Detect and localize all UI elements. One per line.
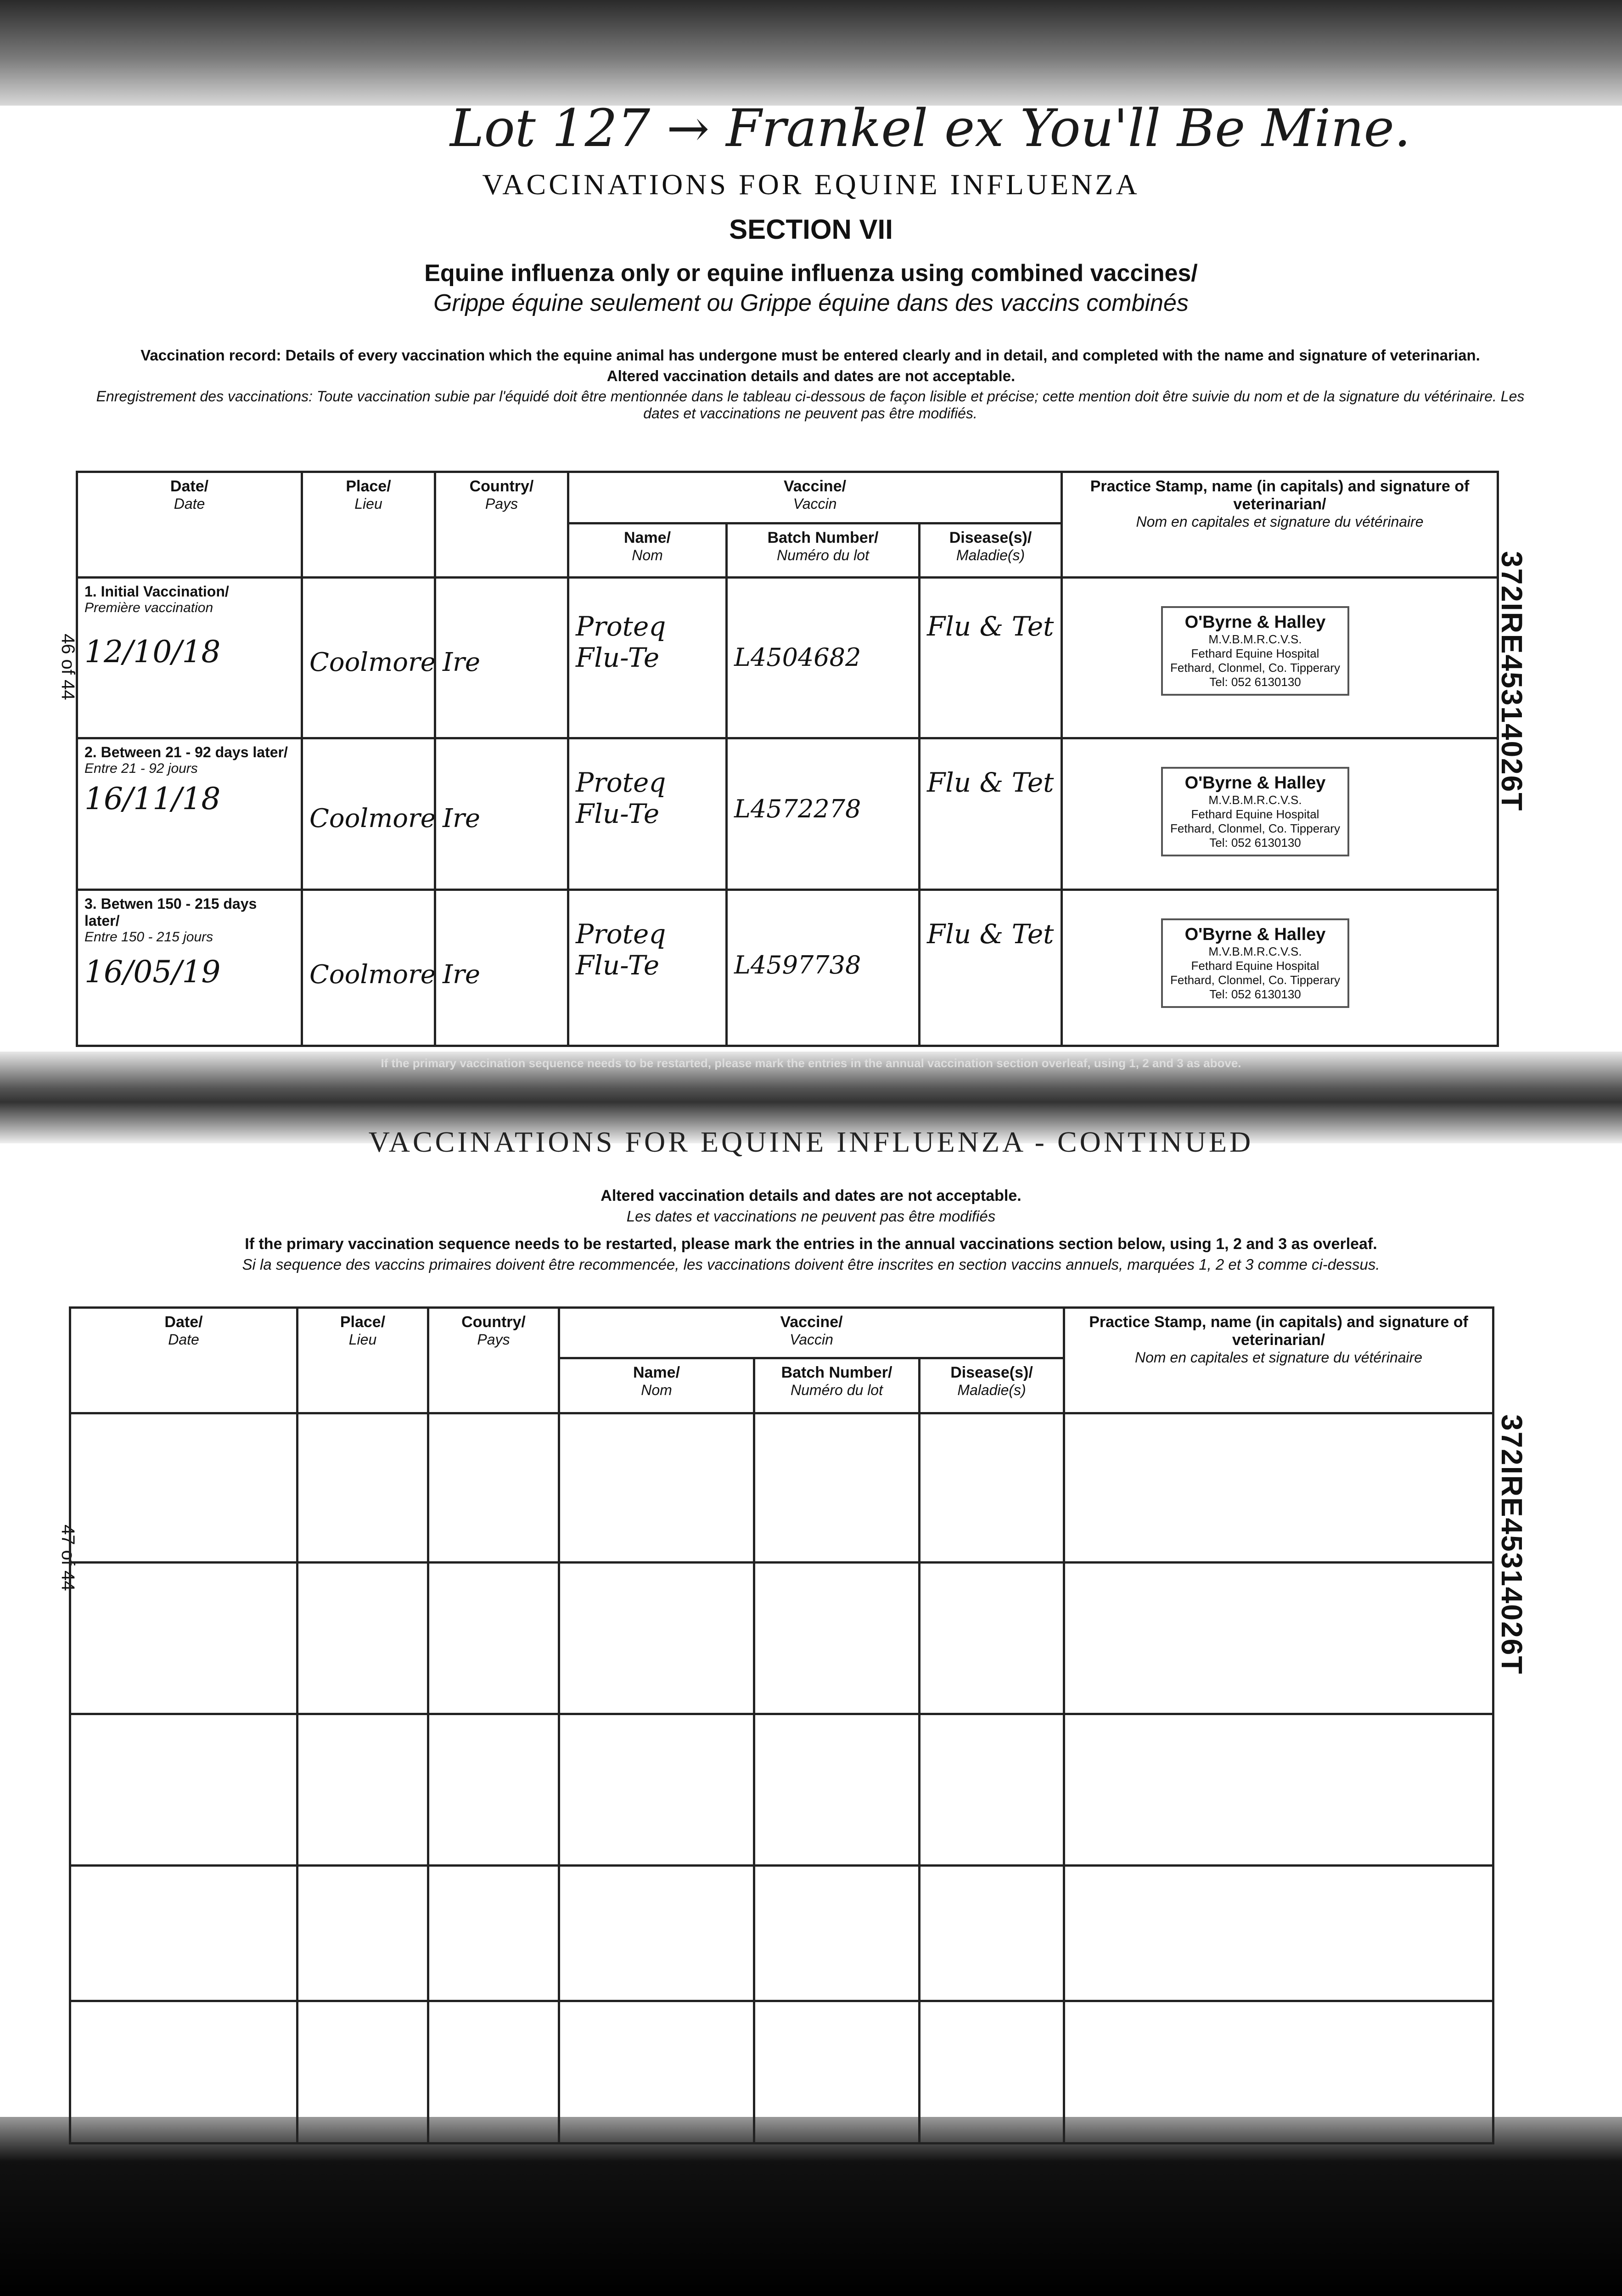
section2-altered-note-en: Altered vaccination details and dates are not acceptable. bbox=[601, 1187, 1021, 1204]
cell-country: Ire bbox=[435, 738, 568, 890]
empty-cell[interactable] bbox=[920, 1866, 1064, 2001]
cell-place: Coolmore bbox=[302, 738, 435, 890]
cell-vet-stamp bbox=[1062, 890, 1498, 1046]
row-label-third: 3. Betwen 150 - 215 days later/ Entre 150 - 215 jours 16/05/19 bbox=[77, 890, 302, 1046]
empty-cell[interactable] bbox=[920, 2001, 1064, 2144]
header-vaccine: Vaccine/ Vaccin bbox=[568, 472, 1062, 523]
empty-cell[interactable] bbox=[920, 1714, 1064, 1866]
empty-cell[interactable] bbox=[754, 1563, 920, 1714]
cell-vaccine-name: Proteq Flu-Te bbox=[568, 738, 727, 890]
handwritten-lot-header: Lot 127 → Frankel ex You'll Be Mine. bbox=[450, 99, 1411, 158]
section1-altered-note: Altered vaccination details and dates are not acceptable. bbox=[606, 367, 1016, 384]
cell-country: Ire bbox=[435, 578, 568, 738]
empty-cell[interactable] bbox=[70, 2001, 297, 2144]
empty-cell[interactable] bbox=[428, 1563, 559, 1714]
cell-disease: Flu & Tet bbox=[920, 890, 1062, 1046]
empty-cell[interactable] bbox=[1064, 1866, 1493, 2001]
empty-cell[interactable] bbox=[1064, 1714, 1493, 1866]
header-country: Country/ Pays bbox=[428, 1308, 559, 1413]
row-label-initial: 1. Initial Vaccination/ Première vaccination 12/10/18 bbox=[77, 578, 302, 738]
side-id-code-bottom: 372IRE45314026T bbox=[1495, 1414, 1528, 1675]
header-disease: Disease(s)/ Maladie(s) bbox=[920, 1358, 1064, 1413]
section1-record-note-en: Vaccination record: Details of every vaccination which the equine animal has undergone must be entered clearly and in detail, and completed with the name and signature of veterinarian. bbox=[140, 347, 1480, 364]
cell-vaccine-name: Proteq Flu-Te bbox=[568, 578, 727, 738]
table-row bbox=[70, 1866, 1493, 2001]
cell-country: Ire bbox=[435, 890, 568, 1046]
header-batch-number: Batch Number/ Numéro du lot bbox=[727, 523, 920, 578]
empty-cell[interactable] bbox=[297, 2001, 428, 2144]
header-place: Place/ Lieu bbox=[302, 472, 435, 578]
empty-cell[interactable] bbox=[1064, 1413, 1493, 1563]
header-vaccine-name: Name/ Nom bbox=[568, 523, 727, 578]
header-country: Country/ Pays bbox=[435, 472, 568, 578]
side-id-code-top: 372IRE45314026T bbox=[1495, 551, 1528, 812]
empty-cell[interactable] bbox=[754, 1413, 920, 1563]
section2-restart-note-fr: Si la sequence des vaccins primaires doivent être recommencée, les vaccinations doivent être inscrites en section vaccins annuels, marquées 1, 2 et 3 comme ci-dessus. bbox=[242, 1256, 1380, 1273]
row-label-second: 2. Between 21 - 92 days later/ Entre 21 - 92 jours 16/11/18 bbox=[77, 738, 302, 890]
empty-cell[interactable] bbox=[559, 1413, 754, 1563]
empty-cell[interactable] bbox=[559, 1866, 754, 2001]
page-number-first: 46 of 44 bbox=[58, 634, 78, 700]
header-date: Date/ Date bbox=[70, 1308, 297, 1413]
empty-cell[interactable] bbox=[70, 1563, 297, 1714]
section1-label: SECTION VII bbox=[729, 214, 893, 245]
section1-record-note-fr: Enregistrement des vaccinations: Toute vaccination subie par l'équidé doit être mentionnée dans le tableau ci-dessous de façon lisible et précise; cette mention doit être suivie du nom et de la signature du vétérinaire. Les dates et vaccinations ne peuvent pas être modifiés. bbox=[96, 388, 1525, 422]
header-place: Place/ Lieu bbox=[297, 1308, 428, 1413]
header-date: Date/ Date bbox=[77, 472, 302, 578]
section2-restart-note-en: If the primary vaccination sequence needs to be restarted, please mark the entries in the annual vaccinations section below, using 1, 2 and 3 as overleaf. bbox=[245, 1235, 1377, 1253]
cell-place: Coolmore bbox=[302, 578, 435, 738]
vaccination-table-continued bbox=[69, 1306, 1494, 2144]
cell-disease: Flu & Tet bbox=[920, 738, 1062, 890]
empty-cell[interactable] bbox=[754, 1866, 920, 2001]
header-practice-stamp: Practice Stamp, name (in capitals) and signature of veterinarian/ Nom en capitales et signature du vétérinaire bbox=[1064, 1308, 1493, 1413]
cell-vet-stamp bbox=[1062, 738, 1498, 890]
empty-cell[interactable] bbox=[428, 2001, 559, 2144]
table-row bbox=[70, 1413, 1493, 1563]
header-vaccine-name: Name/ Nom bbox=[559, 1358, 754, 1413]
header-practice-stamp: Practice Stamp, name (in capitals) and signature of veterinarian/ Nom en capitales et signature du vétérinaire bbox=[1062, 472, 1498, 578]
vet-stamp: O'Byrne & Halley M.V.B.M.R.C.V.S. Fethard Equine Hospital Fethard, Clonmel, Co. Tipperary Tel: 052 6130130 bbox=[1161, 767, 1349, 856]
empty-cell[interactable] bbox=[754, 2001, 920, 2144]
empty-cell[interactable] bbox=[920, 1413, 1064, 1563]
section2-altered-note-fr: Les dates et vaccinations ne peuvent pas être modifiés bbox=[626, 1208, 996, 1225]
vet-stamp: O'Byrne & Halley M.V.B.M.R.C.V.S. Fethard Equine Hospital Fethard, Clonmel, Co. Tipperary Tel: 052 6130130 bbox=[1161, 918, 1349, 1008]
cell-batch-number: L4597738 bbox=[727, 890, 920, 1046]
table-row bbox=[77, 738, 1498, 890]
vet-stamp: O'Byrne & Halley M.V.B.M.R.C.V.S. Fethard Equine Hospital Fethard, Clonmel, Co. Tipperary Tel: 052 6130130 bbox=[1161, 606, 1349, 696]
empty-cell[interactable] bbox=[70, 1866, 297, 2001]
header-disease: Disease(s)/ Maladie(s) bbox=[920, 523, 1062, 578]
empty-cell[interactable] bbox=[559, 1563, 754, 1714]
header-vaccine: Vaccine/ Vaccin bbox=[559, 1308, 1064, 1358]
empty-cell[interactable] bbox=[297, 1866, 428, 2001]
empty-cell[interactable] bbox=[428, 1714, 559, 1866]
section1-footnote: If the primary vaccination sequence needs to be restarted, please mark the entries in the annual vaccination section overleaf, using 1, 2 and 3 as above. bbox=[381, 1056, 1241, 1070]
table-row bbox=[77, 578, 1498, 738]
empty-cell[interactable] bbox=[70, 1714, 297, 1866]
cell-place: Coolmore bbox=[302, 890, 435, 1046]
cell-disease: Flu & Tet bbox=[920, 578, 1062, 738]
table-row bbox=[70, 1714, 1493, 1866]
page-number-second: 47 of 44 bbox=[58, 1525, 78, 1591]
header-batch-number: Batch Number/ Numéro du lot bbox=[754, 1358, 920, 1413]
empty-cell[interactable] bbox=[559, 2001, 754, 2144]
section1-subtitle-en: Equine influenza only or equine influenza using combined vaccines/ bbox=[424, 260, 1198, 287]
empty-cell[interactable] bbox=[559, 1714, 754, 1866]
cell-vaccine-name: Proteq Flu-Te bbox=[568, 890, 727, 1046]
empty-cell[interactable] bbox=[428, 1413, 559, 1563]
empty-cell[interactable] bbox=[754, 1714, 920, 1866]
empty-cell[interactable] bbox=[297, 1563, 428, 1714]
table-row bbox=[70, 1563, 1493, 1714]
empty-cell[interactable] bbox=[920, 1563, 1064, 1714]
empty-cell[interactable] bbox=[297, 1714, 428, 1866]
vaccination-table-primary bbox=[76, 471, 1499, 1047]
table-row bbox=[70, 2001, 1493, 2144]
section2-banner: VACCINATIONS FOR EQUINE INFLUENZA - CONTINUED bbox=[368, 1125, 1254, 1158]
empty-cell[interactable] bbox=[428, 1866, 559, 2001]
cell-vet-stamp bbox=[1062, 578, 1498, 738]
section1-subtitle-fr: Grippe équine seulement ou Grippe équine dans des vaccins combinés bbox=[433, 290, 1189, 316]
cell-batch-number: L4572278 bbox=[727, 738, 920, 890]
table-row bbox=[77, 890, 1498, 1046]
cell-batch-number: L4504682 bbox=[727, 578, 920, 738]
section1-banner: VACCINATIONS FOR EQUINE INFLUENZA bbox=[482, 168, 1140, 201]
empty-cell[interactable] bbox=[70, 1413, 297, 1563]
empty-cell[interactable] bbox=[297, 1413, 428, 1563]
empty-cell[interactable] bbox=[1064, 2001, 1493, 2144]
empty-cell[interactable] bbox=[1064, 1563, 1493, 1714]
